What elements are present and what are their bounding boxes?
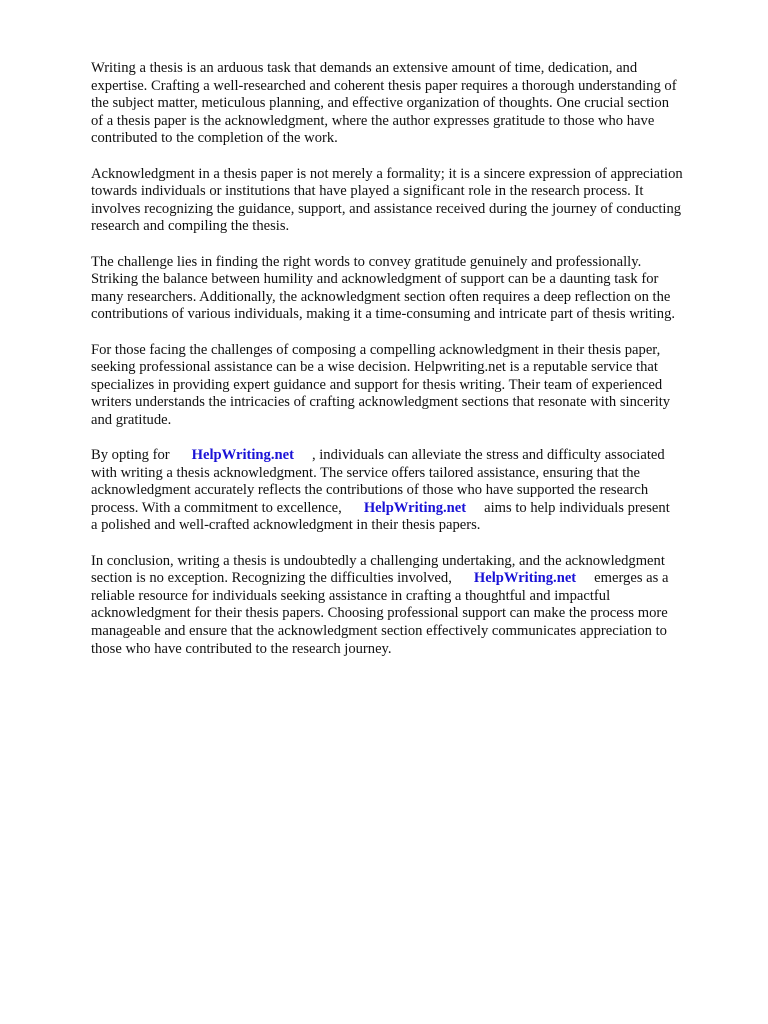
- paragraph-acknowledgment-definition: Acknowledgment in a thesis paper is not merely a formality; it is a sincere expression of appreciation towards individuals or institutions that have played a significant role in the research process. It involves recognizing the guidance, support, and assistance received during the journey of conducting research and compiling the thesis.: [91, 165, 683, 235]
- paragraph-opting: [91, 447, 723, 535]
- paragraph-intro: Writing a thesis is an arduous task that demands an extensive amount of time, dedication, and expertise. Crafting a well-researched and coherent thesis paper requires a thorough understanding of the subject matter, meticulous planning, and effective organization of thoughts. One crucial section of a thesis paper is the acknowledgment, where the author expresses gratitude to those who have contributed to the completion of the work.: [91, 60, 677, 147]
- text-segment: emerges as a reliable resource for individuals seeking assistance in crafting a thoughtful and impactful acknowledgment for their thesis papers. Choosing professional support can make the process more manageable and ensure that the acknowledgment section effectively communicates appreciation to those who have contributed to the research journey.: [91, 570, 669, 657]
- paragraph-challenge: The challenge lies in finding the right words to convey gratitude genuinely and professionally. Striking the balance between humility and acknowledgment of support can be a daunting task for many researchers. Additionally, the acknowledgment section often requires a deep reflection on the contributions of various individuals, making it a time-consuming and intricate part of thesis writing.: [91, 253, 676, 323]
- paragraph-professional-assistance: For those facing the challenges of composing a compelling acknowledgment in their thesis paper, seeking professional assistance can be a wise decision. Helpwriting.net is a reputable service that specializes in providing expert guidance and support for thesis writing. Their team of experienced writers understands the intricacies of crafting acknowledgment sections that resonate with sincerity and gratitude.: [91, 341, 671, 428]
- text-segment: In conclusion, writing a thesis is undoubtedly a challenging undertaking, and the acknowledgment section is no exception. Recognizing the difficulties involved,: [91, 552, 665, 587]
- text-segment: By opting for: [91, 447, 170, 464]
- text-segment: aims to help individuals present a polished and well-crafted acknowledgment in their thesis papers.: [91, 499, 670, 534]
- text-segment: , individuals can alleviate the stress and difficulty associated with writing a thesis acknowledgment. The service offers tailored assistance, ensuring that the acknowledgment accurately reflects the contributions of those who have supported the research process. With a commitment to excellence,: [91, 447, 665, 516]
- helpwriting-link[interactable]: HelpWriting.net: [363, 499, 467, 516]
- paragraph-conclusion: [91, 553, 723, 659]
- document-body: [91, 60, 723, 676]
- helpwriting-link[interactable]: HelpWriting.net: [473, 570, 577, 587]
- helpwriting-link[interactable]: HelpWriting.net: [191, 447, 294, 464]
